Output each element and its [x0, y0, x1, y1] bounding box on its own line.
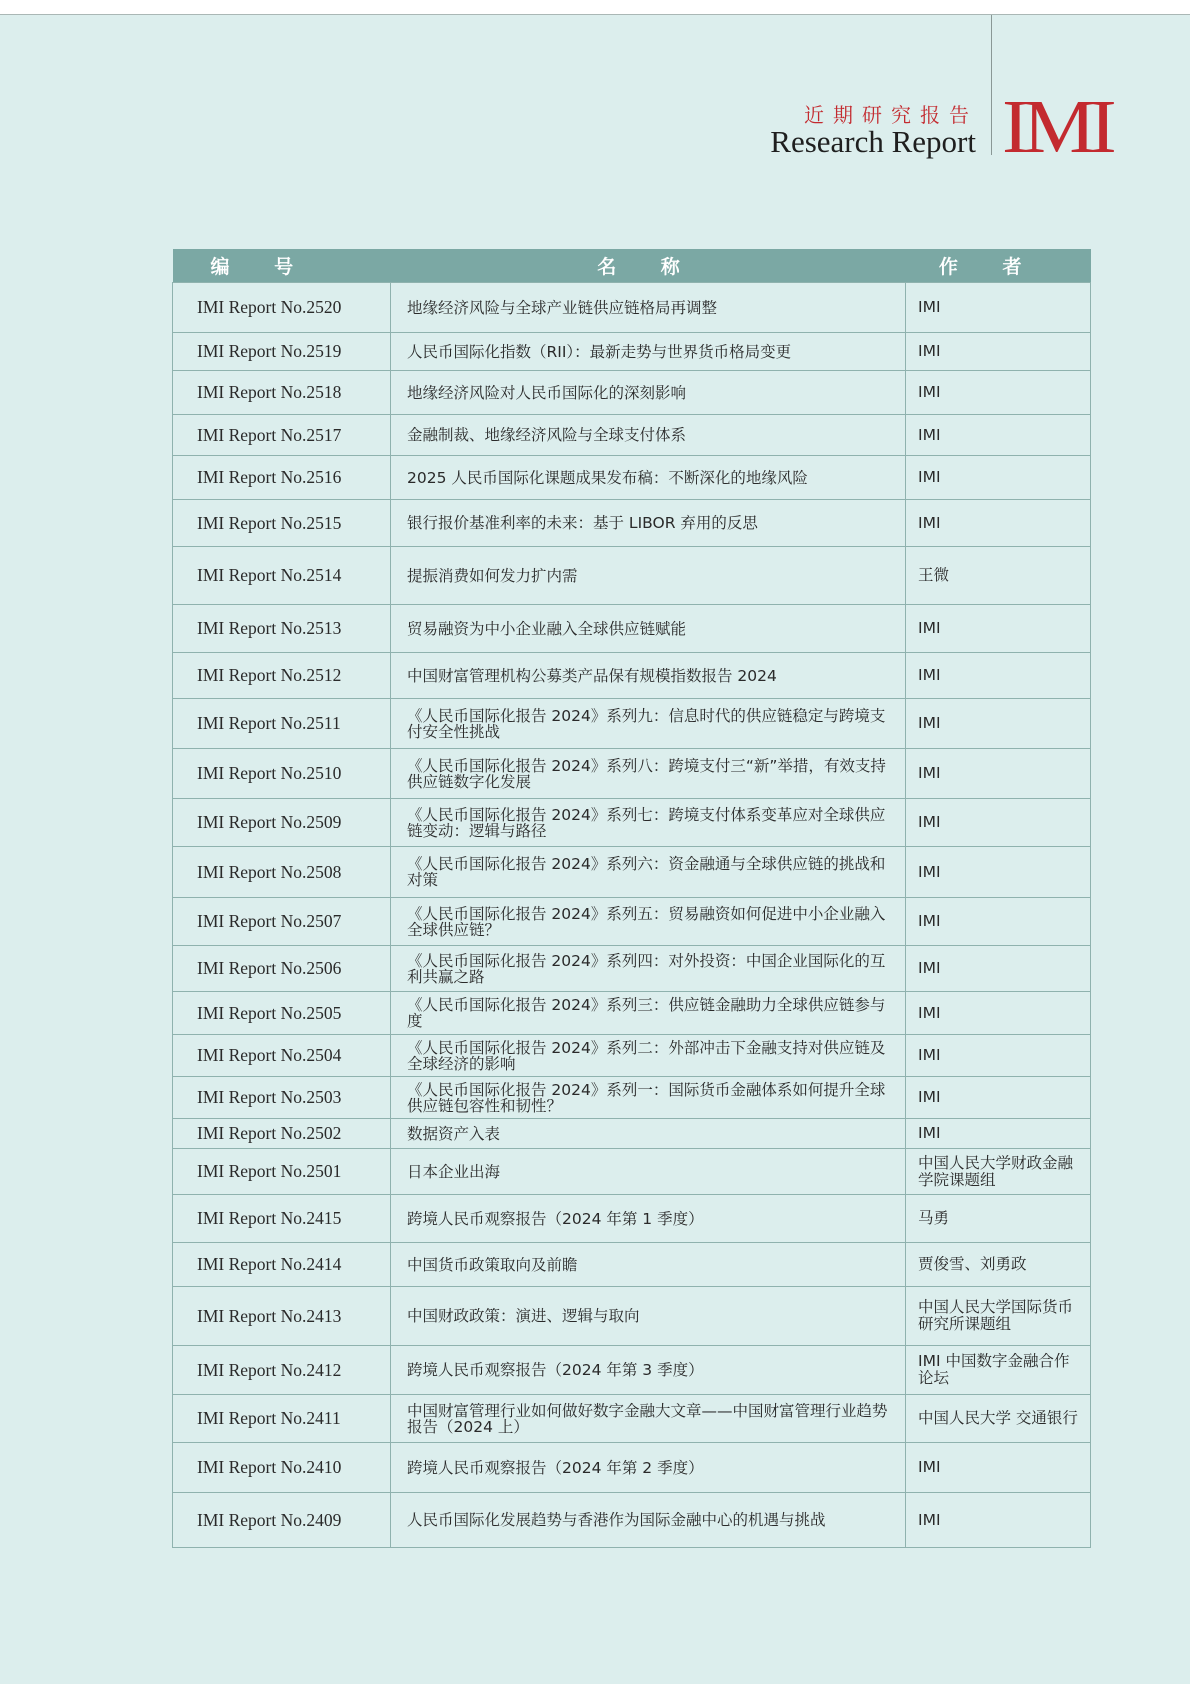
report-author-cell: 马勇 — [906, 1195, 1091, 1243]
report-author-cell: IMI — [906, 1119, 1091, 1149]
table-row — [173, 1395, 1091, 1443]
report-title-cell: 《人民币国际化报告 2024》系列五：贸易融资如何促进中小企业融入全球供应链？ — [391, 898, 906, 946]
crop-mark-line — [991, 15, 992, 155]
table-row — [173, 1493, 1091, 1548]
report-title-cell: 《人民币国际化报告 2024》系列八：跨境支付三“新”举措，有效支持供应链数字化发展 — [391, 749, 906, 799]
report-number-cell: IMI Report No.2504 — [173, 1035, 391, 1077]
report-title-cell: 跨境人民币观察报告（2024 年第 3 季度） — [391, 1346, 906, 1395]
report-number-cell: IMI Report No.2517 — [173, 415, 391, 456]
report-title-cell: 中国货币政策取向及前瞻 — [391, 1243, 906, 1287]
report-number-cell: IMI Report No.2519 — [173, 333, 391, 371]
report-author-cell: IMI — [906, 1035, 1091, 1077]
report-number-cell: IMI Report No.2511 — [173, 699, 391, 749]
column-header-number: 编 号 — [173, 249, 391, 283]
header-title-en: Research Report — [770, 124, 976, 159]
header-title-cn: 近期研究报告 — [804, 103, 978, 127]
report-author-cell: 贾俊雪、刘勇政 — [906, 1243, 1091, 1287]
report-title-cell: 《人民币国际化报告 2024》系列七：跨境支付体系变革应对全球供应链变动：逻辑与路径 — [391, 799, 906, 847]
table-row — [173, 500, 1091, 547]
report-number-cell: IMI Report No.2409 — [173, 1493, 391, 1548]
report-rows — [173, 283, 1091, 1548]
report-title-cell: 中国财富管理机构公募类产品保有规模指数报告 2024 — [391, 653, 906, 699]
table-row — [173, 992, 1091, 1035]
report-title-cell: 银行报价基准利率的未来：基于 LIBOR 弃用的反思 — [391, 500, 906, 547]
table-row — [173, 456, 1091, 500]
report-table — [172, 249, 1091, 1548]
report-number-cell: IMI Report No.2413 — [173, 1287, 391, 1346]
report-author-cell: IMI — [906, 333, 1091, 371]
report-author-cell: IMI — [906, 749, 1091, 799]
report-author-cell: 中国人民大学国际货币研究所课题组 — [906, 1287, 1091, 1346]
report-title-cell: 地缘经济风险对人民币国际化的深刻影响 — [391, 371, 906, 415]
report-author-cell: IMI — [906, 799, 1091, 847]
table-row — [173, 847, 1091, 898]
report-number-cell: IMI Report No.2415 — [173, 1195, 391, 1243]
report-author-cell: IMI — [906, 1493, 1091, 1548]
report-number-cell: IMI Report No.2503 — [173, 1077, 391, 1119]
table-row — [173, 1287, 1091, 1346]
report-title-cell: 跨境人民币观察报告（2024 年第 2 季度） — [391, 1443, 906, 1493]
report-author-cell: IMI — [906, 946, 1091, 992]
report-author-cell: IMI — [906, 605, 1091, 653]
table-row — [173, 749, 1091, 799]
table-row — [173, 1243, 1091, 1287]
report-number-cell: IMI Report No.2515 — [173, 500, 391, 547]
report-number-cell: IMI Report No.2510 — [173, 749, 391, 799]
report-number-cell: IMI Report No.2505 — [173, 992, 391, 1035]
table-row — [173, 547, 1091, 605]
report-author-cell: 中国人民大学 交通银行 — [906, 1395, 1091, 1443]
table-header-row — [173, 249, 1091, 283]
report-title-cell: 《人民币国际化报告 2024》系列一：国际货币金融体系如何提升全球供应链包容性和韧性？ — [391, 1077, 906, 1119]
table-row — [173, 799, 1091, 847]
report-author-cell: IMI — [906, 653, 1091, 699]
report-number-cell: IMI Report No.2514 — [173, 547, 391, 605]
table-row — [173, 1119, 1091, 1149]
report-title-cell: 《人民币国际化报告 2024》系列四：对外投资：中国企业国际化的互利共赢之路 — [391, 946, 906, 992]
table-row — [173, 1195, 1091, 1243]
report-number-cell: IMI Report No.2513 — [173, 605, 391, 653]
table-row — [173, 1149, 1091, 1195]
table-row — [173, 898, 1091, 946]
table-row — [173, 333, 1091, 371]
table-row — [173, 415, 1091, 456]
report-title-cell: 中国财政政策：演进、逻辑与取向 — [391, 1287, 906, 1346]
report-title-cell: 人民币国际化发展趋势与香港作为国际金融中心的机遇与挑战 — [391, 1493, 906, 1548]
report-title-cell: 金融制裁、地缘经济风险与全球支付体系 — [391, 415, 906, 456]
report-title-cell: 《人民币国际化报告 2024》系列三：供应链金融助力全球供应链参与度 — [391, 992, 906, 1035]
table-row — [173, 1346, 1091, 1395]
report-title-cell: 贸易融资为中小企业融入全球供应链赋能 — [391, 605, 906, 653]
report-title-cell: 2025 人民币国际化课题成果发布稿：不断深化的地缘风险 — [391, 456, 906, 500]
report-number-cell: IMI Report No.2501 — [173, 1149, 391, 1195]
table-row — [173, 653, 1091, 699]
report-author-cell: 王微 — [906, 547, 1091, 605]
table-row — [173, 1035, 1091, 1077]
report-title-cell: 日本企业出海 — [391, 1149, 906, 1195]
report-author-cell: IMI — [906, 371, 1091, 415]
report-author-cell: IMI — [906, 699, 1091, 749]
report-author-cell: IMI — [906, 500, 1091, 547]
report-author-cell: IMI 中国数字金融合作论坛 — [906, 1346, 1091, 1395]
report-number-cell: IMI Report No.2506 — [173, 946, 391, 992]
table-row — [173, 283, 1091, 333]
table-row — [173, 1443, 1091, 1493]
report-number-cell: IMI Report No.2507 — [173, 898, 391, 946]
column-header-author: 作 者 — [906, 249, 1091, 283]
report-author-cell: IMI — [906, 1077, 1091, 1119]
report-title-cell: 中国财富管理行业如何做好数字金融大文章——中国财富管理行业趋势报告（2024 上） — [391, 1395, 906, 1443]
report-author-cell: IMI — [906, 992, 1091, 1035]
report-title-cell: 地缘经济风险与全球产业链供应链格局再调整 — [391, 283, 906, 333]
report-number-cell: IMI Report No.2518 — [173, 371, 391, 415]
report-title-cell: 跨境人民币观察报告（2024 年第 1 季度） — [391, 1195, 906, 1243]
table-row — [173, 371, 1091, 415]
table-row — [173, 1077, 1091, 1119]
table-row — [173, 605, 1091, 653]
report-number-cell: IMI Report No.2520 — [173, 283, 391, 333]
report-title-cell: 《人民币国际化报告 2024》系列九：信息时代的供应链稳定与跨境支付安全性挑战 — [391, 699, 906, 749]
table-row — [173, 699, 1091, 749]
report-number-cell: IMI Report No.2502 — [173, 1119, 391, 1149]
report-number-cell: IMI Report No.2414 — [173, 1243, 391, 1287]
report-author-cell: IMI — [906, 415, 1091, 456]
report-title-cell: 提振消费如何发力扩内需 — [391, 547, 906, 605]
report-author-cell: IMI — [906, 898, 1091, 946]
report-title-cell: 《人民币国际化报告 2024》系列二：外部冲击下金融支持对供应链及全球经济的影响 — [391, 1035, 906, 1077]
report-number-cell: IMI Report No.2410 — [173, 1443, 391, 1493]
table-row — [173, 946, 1091, 992]
report-number-cell: IMI Report No.2509 — [173, 799, 391, 847]
report-number-cell: IMI Report No.2412 — [173, 1346, 391, 1395]
report-author-cell: IMI — [906, 283, 1091, 333]
report-number-cell: IMI Report No.2516 — [173, 456, 391, 500]
report-number-cell: IMI Report No.2508 — [173, 847, 391, 898]
report-author-cell: IMI — [906, 847, 1091, 898]
report-number-cell: IMI Report No.2411 — [173, 1395, 391, 1443]
report-author-cell: IMI — [906, 456, 1091, 500]
report-title-cell: 人民币国际化指数（RII）：最新走势与世界货币格局变更 — [391, 333, 906, 371]
report-number-cell: IMI Report No.2512 — [173, 653, 391, 699]
column-header-title: 名 称 — [391, 249, 906, 283]
report-author-cell: 中国人民大学财政金融学院课题组 — [906, 1149, 1091, 1195]
imi-logo: IMI — [1002, 85, 1111, 169]
report-title-cell: 《人民币国际化报告 2024》系列六：资金融通与全球供应链的挑战和对策 — [391, 847, 906, 898]
report-author-cell: IMI — [906, 1443, 1091, 1493]
report-title-cell: 数据资产入表 — [391, 1119, 906, 1149]
